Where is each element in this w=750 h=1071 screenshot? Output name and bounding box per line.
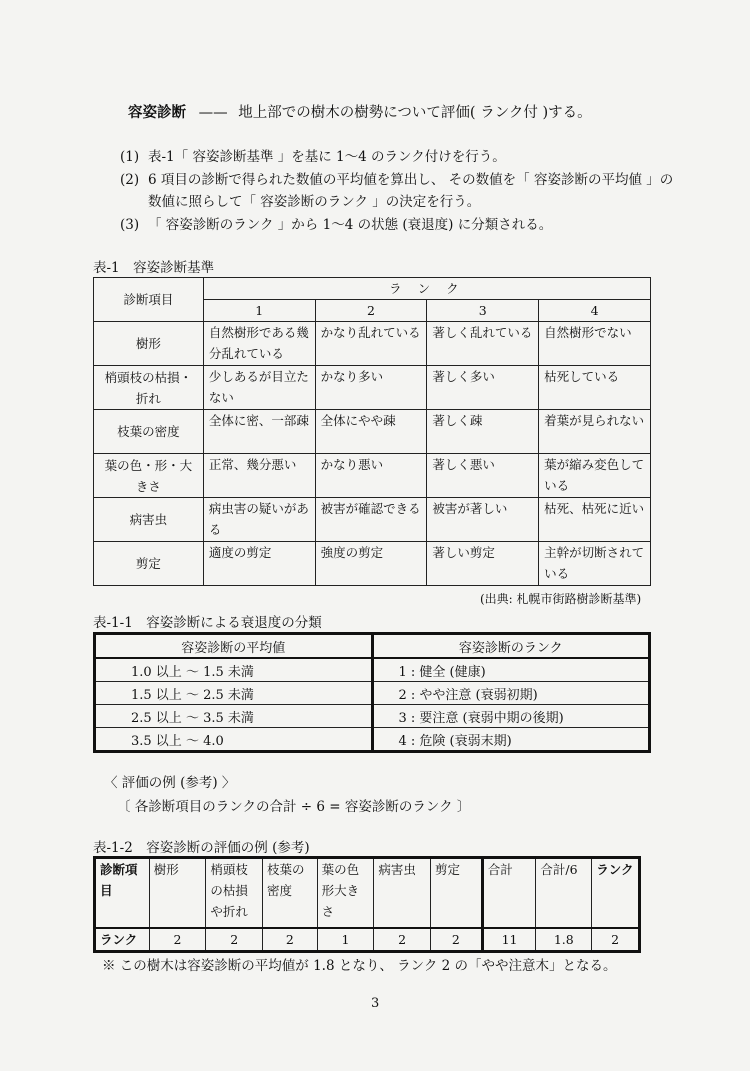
rank-label: 3 : 要注意 (衰弱中期の後期): [372, 705, 650, 728]
step-item: [120, 214, 680, 237]
criteria-cell: 主幹が切断されている: [539, 542, 651, 586]
average-range: 3.5 以上 ～ 4.0: [95, 728, 373, 752]
header-cell: 合計: [482, 858, 536, 928]
step-number: (1): [120, 149, 140, 165]
criteria-cell: 被害が確認できる: [315, 498, 427, 542]
criteria-cell: 被害が著しい: [427, 498, 539, 542]
table12-caption: 表-1-2 容姿診断の評価の例 (参考): [93, 840, 310, 856]
heading-dash: ——: [198, 105, 228, 121]
criteria-item: 樹形: [94, 322, 204, 366]
criteria-cell: 少しあるが目立たない: [203, 366, 315, 410]
value-cell: 2: [592, 928, 640, 952]
average-header: 容姿診断の平均値: [95, 634, 373, 659]
criteria-cell: 枯死、枯死に近い: [539, 498, 651, 542]
table-row: [94, 322, 651, 366]
page-number: 3: [371, 996, 380, 1011]
step-number: (2): [120, 171, 140, 188]
criteria-cell: かなり多い: [315, 366, 427, 410]
rank-col-1: 1: [203, 300, 315, 322]
criteria-cell: 自然樹形である幾分乱れている: [203, 322, 315, 366]
rank-col-4: 4: [539, 300, 651, 322]
criteria-cell: 著しい剪定: [427, 542, 539, 586]
step-text: 表-1「 容姿診断基準 」を基に 1～4 のランク付けを行う。: [148, 149, 506, 165]
step-number: (3): [120, 216, 140, 233]
criteria-cell: 全体に密、一部疎: [203, 410, 315, 454]
rank-col-2: 2: [315, 300, 427, 322]
rank-label: 2 : やや注意 (衰弱初期): [372, 682, 650, 705]
evaluation-example-table: [93, 856, 641, 953]
table1-source: (出典: 札幌市街路樹診断基準): [480, 592, 642, 606]
header-cell: 剪定: [430, 858, 482, 928]
value-cell: 1.8: [536, 928, 592, 952]
table-row: [95, 728, 650, 752]
step-item: [120, 146, 680, 169]
step-item: [120, 169, 680, 214]
table-row: [95, 928, 640, 952]
header-cell: 合計/6: [536, 858, 592, 928]
rank-label: 1 : 健全 (健康): [372, 658, 650, 682]
table-row: [94, 410, 651, 454]
step-text: 「 容姿診断のランク 」から 1～4 の状態 (衰退度) に分類される。: [148, 216, 553, 233]
value-cell: 2: [374, 928, 431, 952]
value-cell: 2: [149, 928, 206, 952]
header-cell: 葉の色形大きさ: [317, 858, 374, 928]
step-text: 6 項目の診断で得られた数値の平均値を算出し、 その数値を「 容姿診断の平均値 」の数値に照らして「 容姿診断のランク 」の決定を行う。: [148, 171, 674, 210]
table11-caption: 表-1-1 容姿診断による衰退度の分類: [93, 615, 322, 631]
example-formula: 〔 各診断項目のランクの合計 ÷ 6 = 容姿診断のランク 〕: [117, 799, 471, 815]
rank-label: 4 : 危険 (衰弱末期): [372, 728, 650, 752]
row-label: ランク: [95, 928, 150, 952]
table-row: [94, 454, 651, 498]
diagnosis-criteria-table: [93, 277, 651, 586]
header-cell: ランク: [592, 858, 640, 928]
criteria-item: 剪定: [94, 542, 204, 586]
criteria-item: 枝葉の密度: [94, 410, 204, 454]
note-text: ※ この樹木は容姿診断の平均値が 1.8 となり、 ランク 2 の「やや注意木」となる。: [102, 958, 617, 974]
table-row: [94, 542, 651, 586]
criteria-cell: 著しく疎: [427, 410, 539, 454]
criteria-cell: 自然樹形でない: [539, 322, 651, 366]
criteria-cell: 適度の剪定: [203, 542, 315, 586]
criteria-cell: 強度の剪定: [315, 542, 427, 586]
header-item: 診断項目: [95, 858, 150, 928]
criteria-cell: 著しく多い: [427, 366, 539, 410]
table-row: [95, 705, 650, 728]
table-row: [95, 658, 650, 682]
value-cell: 1: [317, 928, 374, 952]
procedure-steps: [120, 146, 680, 236]
criteria-cell: 病虫害の疑いがある: [203, 498, 315, 542]
criteria-cell: 著しく乱れている: [427, 322, 539, 366]
criteria-cell: かなり乱れている: [315, 322, 427, 366]
criteria-cell: 著しく悪い: [427, 454, 539, 498]
average-range: 1.5 以上 ～ 2.5 未満: [95, 682, 373, 705]
header-cell: 梢頭枝の枯損や折れ: [206, 858, 263, 928]
table1-caption: 表-1 容姿診断基準: [93, 260, 215, 276]
average-range: 1.0 以上 ～ 1.5 未満: [95, 658, 373, 682]
criteria-cell: 枯死している: [539, 366, 651, 410]
value-cell: 2: [206, 928, 263, 952]
heading-text: 地上部での樹木の樹勢について評価( ランク付 )する。: [238, 105, 592, 121]
criteria-cell: 葉が縮み変色している: [539, 454, 651, 498]
criteria-item: 梢頭枝の枯損・折れ: [94, 366, 204, 410]
value-cell: 2: [263, 928, 318, 952]
item-header: 診断項目: [94, 278, 204, 322]
header-cell: 樹形: [149, 858, 206, 928]
value-cell: 2: [430, 928, 482, 952]
criteria-cell: 着葉が見られない: [539, 410, 651, 454]
criteria-item: 葉の色・形・大きさ: [94, 454, 204, 498]
rank-header: ラ ン ク: [203, 278, 650, 300]
criteria-cell: 正常、幾分悪い: [203, 454, 315, 498]
heading-title: 容姿診断: [128, 105, 186, 121]
header-cell: 病害虫: [374, 858, 431, 928]
value-cell: 11: [482, 928, 536, 952]
criteria-cell: かなり悪い: [315, 454, 427, 498]
section-heading: [128, 101, 592, 122]
average-range: 2.5 以上 ～ 3.5 未満: [95, 705, 373, 728]
decline-classification-table: [93, 632, 651, 753]
criteria-cell: 全体にやや疎: [315, 410, 427, 454]
header-cell: 枝葉の密度: [263, 858, 318, 928]
criteria-item: 病害虫: [94, 498, 204, 542]
rank-col-3: 3: [427, 300, 539, 322]
table-row: [94, 498, 651, 542]
example-title: 〈 評価の例 (参考) 〉: [104, 775, 236, 791]
rank-header: 容姿診断のランク: [372, 634, 650, 659]
table-row: [95, 682, 650, 705]
table-row: [94, 366, 651, 410]
